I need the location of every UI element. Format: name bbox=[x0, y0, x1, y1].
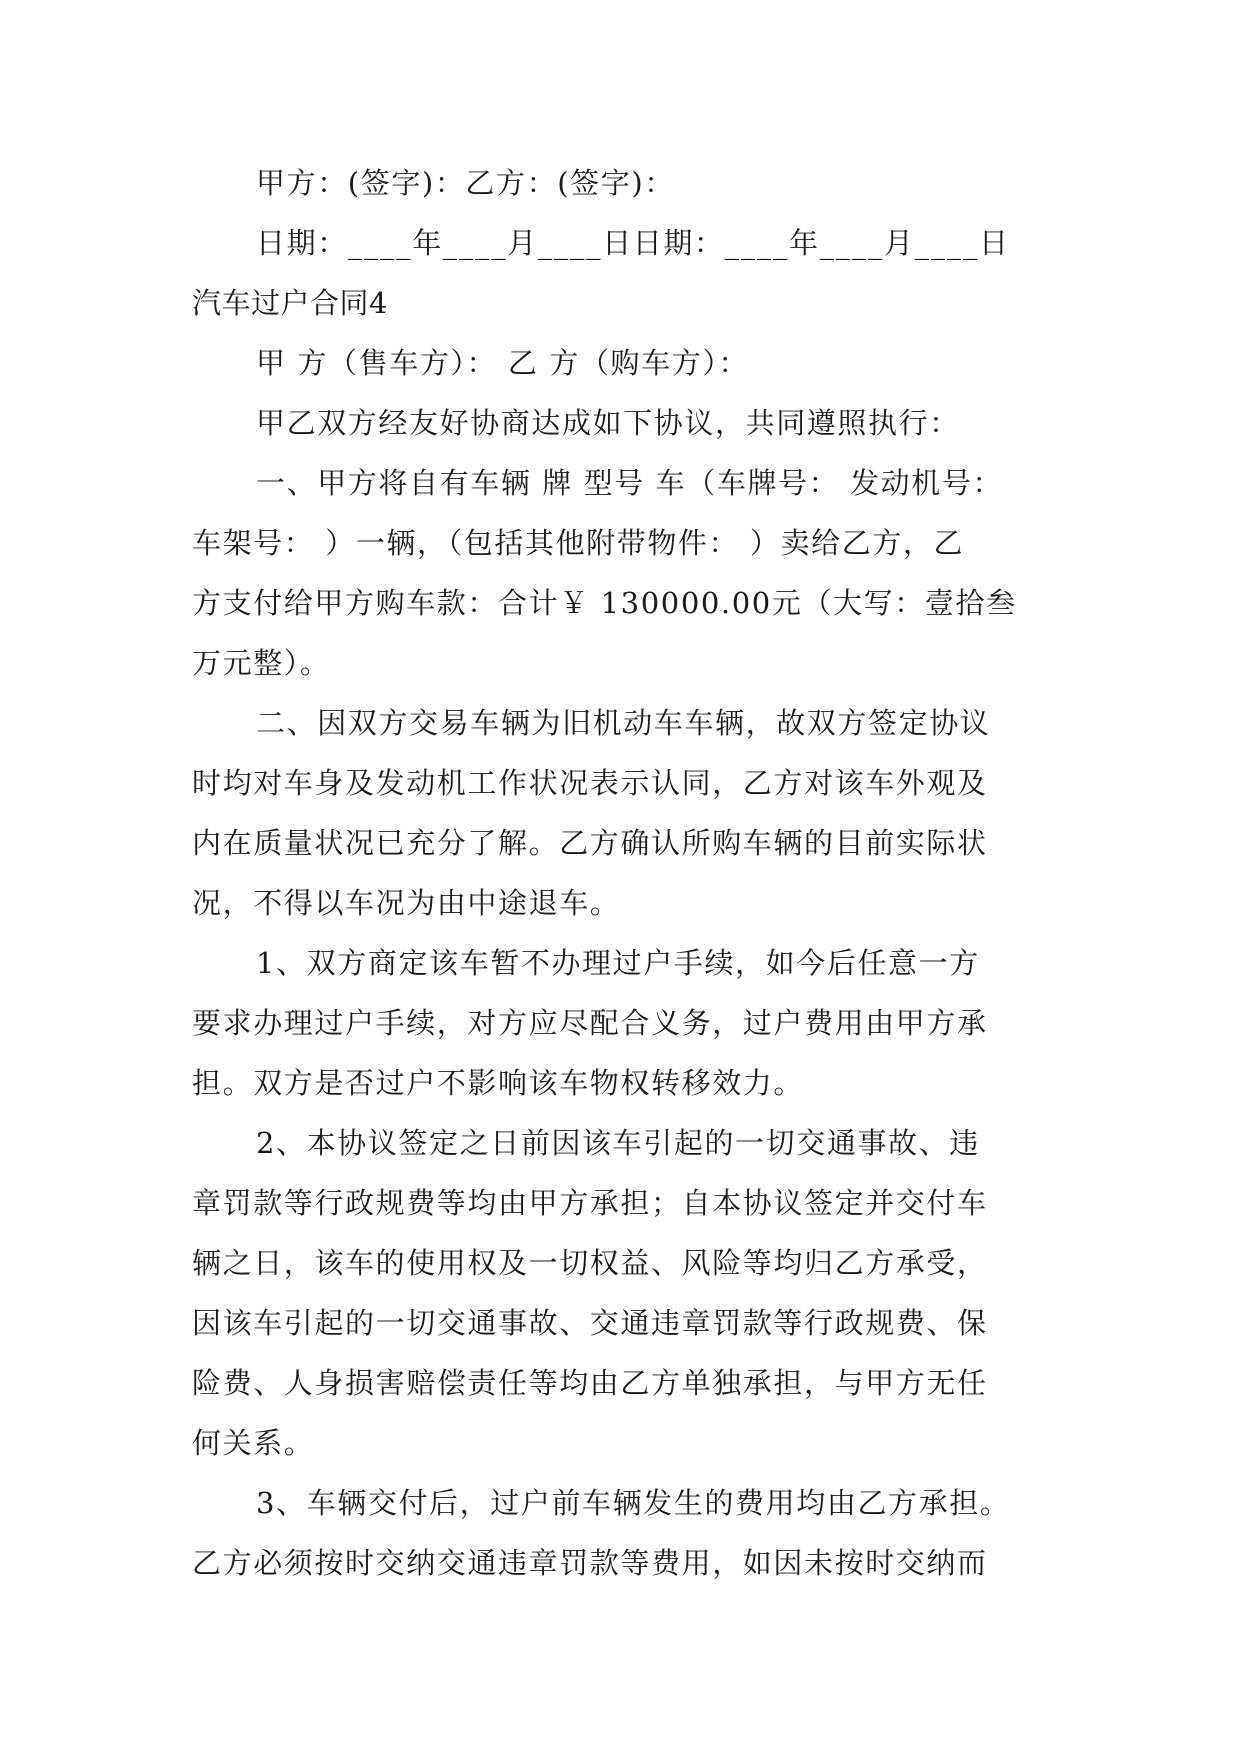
paragraph-line: 况，不得以车况为由中途退车。 bbox=[192, 886, 621, 920]
paragraph-line: 章罚款等行政规费等均由甲方承担；自本协议签定并交付车 bbox=[192, 1186, 988, 1220]
paragraph-line: 车架号： ）一辆，（包括其他附带物件： ）卖给乙方，乙 bbox=[192, 526, 965, 560]
paragraph-line: 时均对车身及发动机工作状况表示认同，乙方对该车外观及 bbox=[192, 766, 988, 800]
paragraph-line: 要求办理过户手续，对方应尽配合义务，过户费用由甲方承 bbox=[192, 1006, 988, 1040]
paragraph-line: 方支付给甲方购车款：合计￥ 130000.00元（大写：壹拾叁 bbox=[192, 586, 1017, 620]
paragraph-line: 何关系。 bbox=[192, 1426, 315, 1460]
paragraph-line: 担。双方是否过户不影响该车物权转移效力。 bbox=[192, 1066, 805, 1100]
paragraph-line: 2、本协议签定之日前因该车引起的一切交通事故、违 bbox=[256, 1126, 980, 1160]
paragraph-line: 一、甲方将自有车辆 牌 型号 车（车牌号： 发动机号： bbox=[256, 466, 1004, 500]
paragraph-line: 因该车引起的一切交通事故、交通违章罚款等行政规费、保 bbox=[192, 1306, 988, 1340]
paragraph-line: 乙方必须按时交纳交通违章罚款等费用，如因未按时交纳而 bbox=[192, 1546, 988, 1580]
paragraph-line: 3、车辆交付后，过户前车辆发生的费用均由乙方承担。 bbox=[256, 1486, 1011, 1520]
paragraph-line: 万元整）。 bbox=[192, 646, 331, 680]
parties-line: 甲 方（售车方）： 乙 方（购车方）： bbox=[256, 346, 750, 380]
contract-title: 汽车过户合同4 bbox=[192, 286, 388, 320]
paragraph-line: 1、双方商定该车暂不办理过户手续，如今后任意一方 bbox=[256, 946, 980, 980]
signature-line: 甲方：(签字)：乙方：(签字)： bbox=[256, 166, 675, 200]
paragraph-line: 内在质量状况已充分了解。乙方确认所购车辆的目前实际状 bbox=[192, 826, 988, 860]
paragraph-line: 险费、人身损害赔偿责任等均由乙方单独承担，与甲方无任 bbox=[192, 1366, 988, 1400]
paragraph-line: 甲乙双方经友好协商达成如下协议，共同遵照执行： bbox=[256, 406, 960, 440]
paragraph-line: 辆之日，该车的使用权及一切权益、风险等均归乙方承受， bbox=[192, 1246, 988, 1280]
date-line: 日期：____年____月____日日期：____年____月____日 bbox=[256, 226, 1010, 260]
paragraph-line: 二、因双方交易车辆为旧机动车车辆，故双方签定协议 bbox=[256, 706, 991, 740]
